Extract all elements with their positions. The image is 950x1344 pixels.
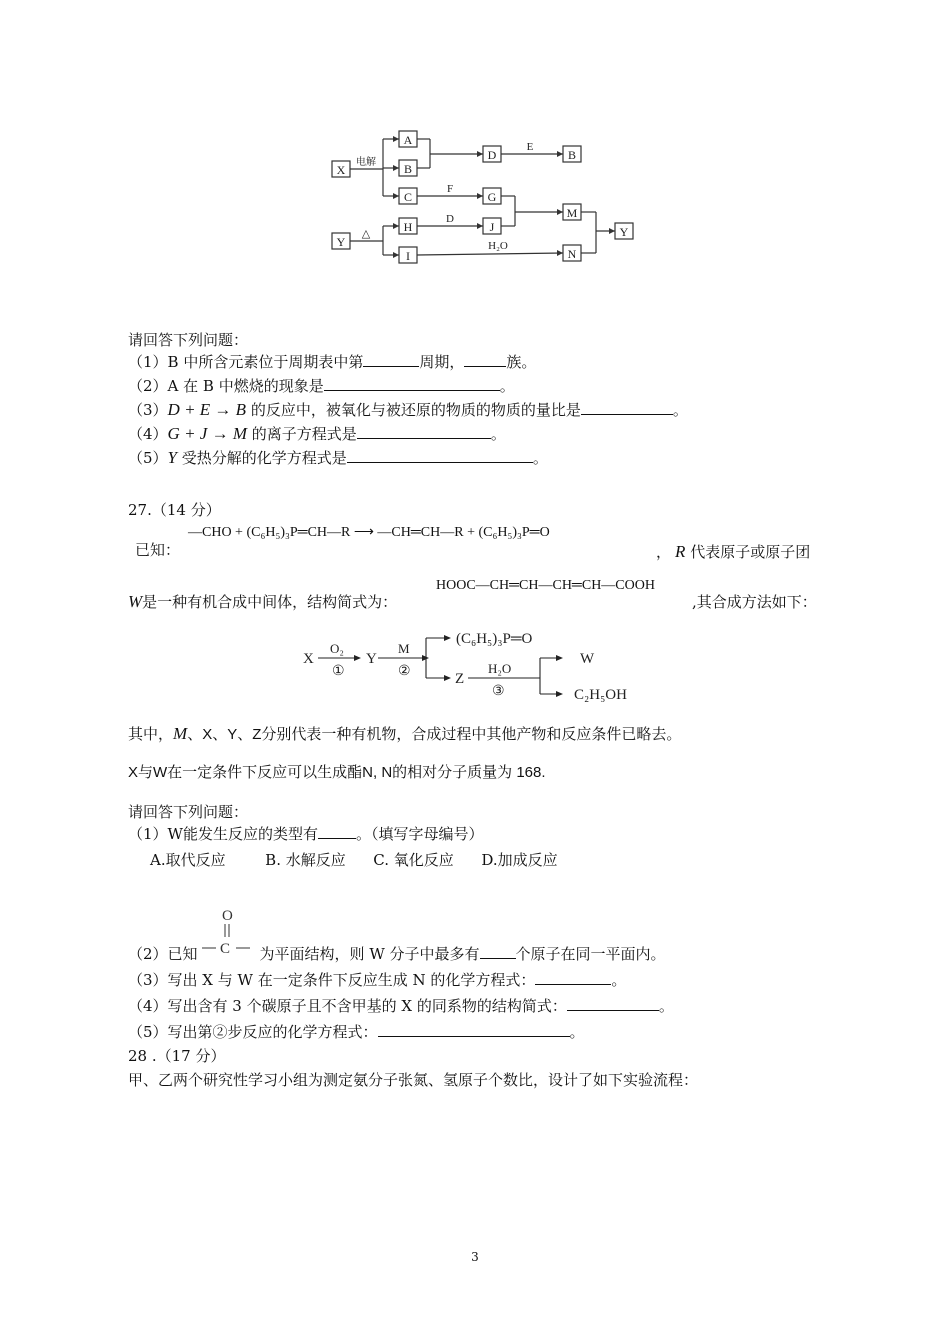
- electrolysis-label: 电解: [356, 157, 376, 168]
- scheme-ethanol: C₂H₅OH: [574, 687, 627, 703]
- q26-5: （5）Y 受热分解的化学方程式是 。: [128, 448, 548, 467]
- heat-label: △: [361, 228, 371, 240]
- box-label: H: [403, 220, 413, 234]
- page-number: 3: [471, 1250, 479, 1264]
- q28-text: 甲、乙两个研究性学习小组为测定氨分子张氮、氢原子个数比，设计了如下实验流程：: [128, 1071, 699, 1089]
- option-b: B. 水解反应: [265, 851, 346, 869]
- q26-3: （3）D + E → B 的反应中，被氧化与被还原的物质的物质的量比是 。: [128, 400, 688, 419]
- carbonyl-c: C: [220, 941, 231, 957]
- arrow-label-d: D: [446, 213, 454, 225]
- water-label: H₂O: [488, 240, 508, 252]
- where-line: 其中，M、X、Y、Z分别代表一种有机物，合成过程中其他产物和反应条件已略去。: [128, 724, 682, 743]
- q27-2: （2）已知 为平面结构，则 W 分子中最多有 个原子在同一平面内。: [128, 945, 666, 963]
- scheme-step3: ③: [492, 684, 505, 699]
- q27-header: 27.（14 分）: [128, 501, 221, 519]
- box-label: C: [403, 190, 413, 204]
- q27-5: （5）写出第②步反应的化学方程式： 。: [128, 1023, 585, 1041]
- scheme-step1: ①: [332, 664, 345, 679]
- q26-2: （2）A 在 B 中燃烧的现象是 。: [128, 377, 515, 395]
- equation: D + E → B: [167, 400, 247, 419]
- box-label: B: [403, 162, 413, 176]
- box-label: G: [487, 190, 497, 204]
- arrow-label-e: E: [526, 141, 534, 153]
- scheme-w: W: [580, 651, 595, 667]
- scheme-z: Z: [455, 671, 465, 687]
- answer-blank[interactable]: [581, 400, 673, 415]
- box-label: J: [489, 220, 495, 234]
- box-label: A: [403, 133, 413, 147]
- q27-1: （1）W能发生反应的类型有 。（填写字母编号）: [128, 825, 484, 843]
- scheme-step2: ②: [398, 664, 411, 679]
- equation: G + J → M: [167, 424, 248, 443]
- reaction-flow-diagram: [320, 120, 650, 270]
- wittig-reaction: —CHO + (C₆H₅)₃P═CH—R ⟶ —CH═CH—R + (C₆H₅)₃P═O: [188, 525, 550, 540]
- scheme-y: Y: [366, 651, 377, 667]
- synthesis-scheme: [298, 620, 648, 710]
- box-label: M: [566, 206, 578, 220]
- r-note: ， R 代表原子或原子团: [656, 542, 811, 561]
- q27-3: （3）写出 X 与 W 在一定条件下反应生成 N 的化学方程式： 。: [128, 971, 627, 989]
- answer-blank[interactable]: [347, 448, 533, 463]
- box-label: N: [567, 247, 577, 261]
- carbonyl-o: O: [222, 908, 233, 924]
- scheme-phosphine-oxide: (C₆H₅)₃P═O: [456, 631, 533, 647]
- answer-blank[interactable]: [567, 996, 659, 1011]
- answer-blank[interactable]: [535, 970, 611, 985]
- answer-blank[interactable]: [357, 424, 491, 439]
- q26-1: （1）B 中所含元素位于周期表中第 周期， 族。: [128, 353, 537, 371]
- answer-blank[interactable]: [464, 352, 506, 367]
- known-label: 已知：: [135, 541, 181, 559]
- ester-line: X与W在一定条件下反应可以生成酯N, N的相对分子质量为 168.: [128, 764, 546, 781]
- answer-blank[interactable]: [363, 352, 419, 367]
- answer-blank[interactable]: [378, 1022, 570, 1037]
- option-c: C. 氧化反应: [373, 851, 454, 869]
- q28-header: 28 .（17 分）: [128, 1047, 226, 1065]
- box-label: D: [487, 148, 497, 162]
- box-label: I: [406, 249, 410, 263]
- scheme-h2o: H₂O: [488, 661, 512, 676]
- option-d: D.加成反应: [481, 851, 558, 869]
- box-label: Y: [336, 235, 346, 249]
- q26-intro: 请回答下列问题：: [128, 331, 249, 349]
- arrow-label-f: F: [446, 183, 454, 195]
- q27-options: [150, 850, 558, 870]
- box-label: Y: [619, 225, 629, 239]
- equation: Y: [167, 448, 178, 467]
- q26-4: （4）G + J → M 的离子方程式是 。: [128, 424, 506, 443]
- box-label: X: [336, 163, 346, 177]
- scheme-m: M: [398, 641, 410, 656]
- w-description: W是一种有机合成中间体，结构简式为：: [128, 592, 398, 611]
- option-a: A.取代反应: [150, 851, 226, 869]
- answer-blank[interactable]: [480, 944, 516, 959]
- box-label: B: [567, 148, 577, 162]
- scheme-o2: O₂: [330, 641, 344, 656]
- w-tail: ,其合成方法如下：: [692, 593, 817, 611]
- w-formula: HOOC—CH═CH—CH═CH—COOH: [436, 578, 655, 593]
- q27-intro: 请回答下列问题：: [128, 803, 249, 821]
- scheme-x: X: [303, 651, 314, 667]
- answer-blank[interactable]: [318, 824, 356, 839]
- answer-blank[interactable]: [324, 376, 500, 391]
- q27-4: （4）写出含有 3 个碳原子且不含甲基的 X 的同系物的结构简式： 。: [128, 997, 674, 1015]
